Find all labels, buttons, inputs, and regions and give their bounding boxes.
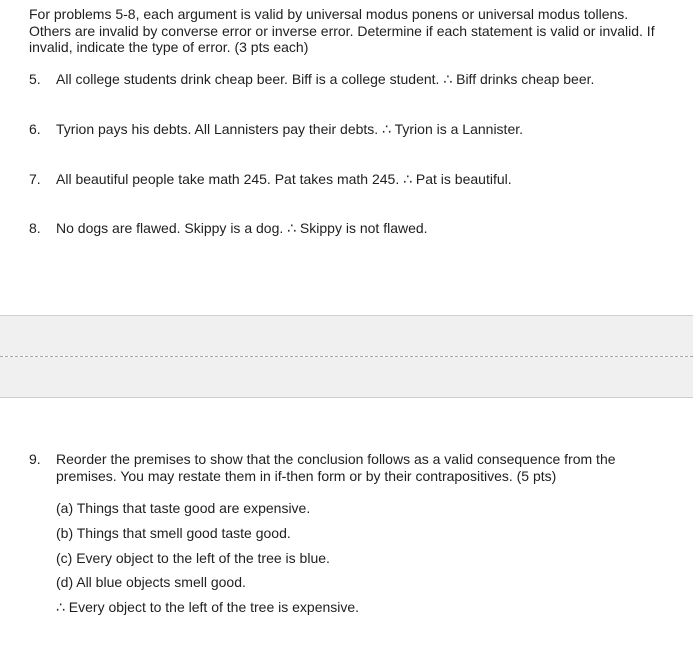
problem-number: 5.: [29, 71, 41, 87]
page-break-band-bottom: [0, 357, 693, 398]
premise-b: (b) Things that smell good taste good.: [56, 525, 291, 541]
problem-6: [29, 121, 523, 138]
premise-c: (c) Every object to the left of the tree is blue.: [56, 550, 330, 566]
problems-5-8-instructions: For problems 5-8, each argument is valid by universal modus ponens or universal modus tollens. Others are invalid by converse error or inverse error. Determine if each statement is valid or invalid. If invalid, indicate the type of error. (3 pts each): [29, 6, 655, 55]
problem-number: 7.: [29, 171, 41, 187]
problem-number: 9.: [29, 451, 41, 467]
problem-number: 8.: [29, 220, 41, 236]
problem-text: All beautiful people take math 245. Pat takes math 245. ∴ Pat is beautiful.: [56, 171, 512, 187]
premise-a: (a) Things that taste good are expensive.: [56, 500, 311, 516]
problem-number: 6.: [29, 121, 41, 137]
premise-d: (d) All blue objects smell good.: [56, 574, 246, 590]
problem-9-instructions: Reorder the premises to show that the conclusion follows as a valid consequence from the premises. You may restate them in if-then form or by their contrapositives. (5 pts): [56, 451, 616, 484]
page-break-band-top: [0, 315, 693, 356]
problem-text: All college students drink cheap beer. Biff is a college student. ∴ Biff drinks cheap beer.: [56, 71, 595, 87]
problem-9: [29, 451, 669, 484]
conclusion: ∴ Every object to the left of the tree is expensive.: [56, 599, 360, 615]
problem-7: [29, 171, 512, 188]
problem-text: Tyrion pays his debts. All Lannisters pay their debts. ∴ Tyrion is a Lannister.: [56, 121, 524, 137]
problem-8: [29, 220, 428, 237]
problem-text: No dogs are flawed. Skippy is a dog. ∴ Skippy is not flawed.: [56, 220, 428, 236]
problem-5: [29, 71, 594, 88]
